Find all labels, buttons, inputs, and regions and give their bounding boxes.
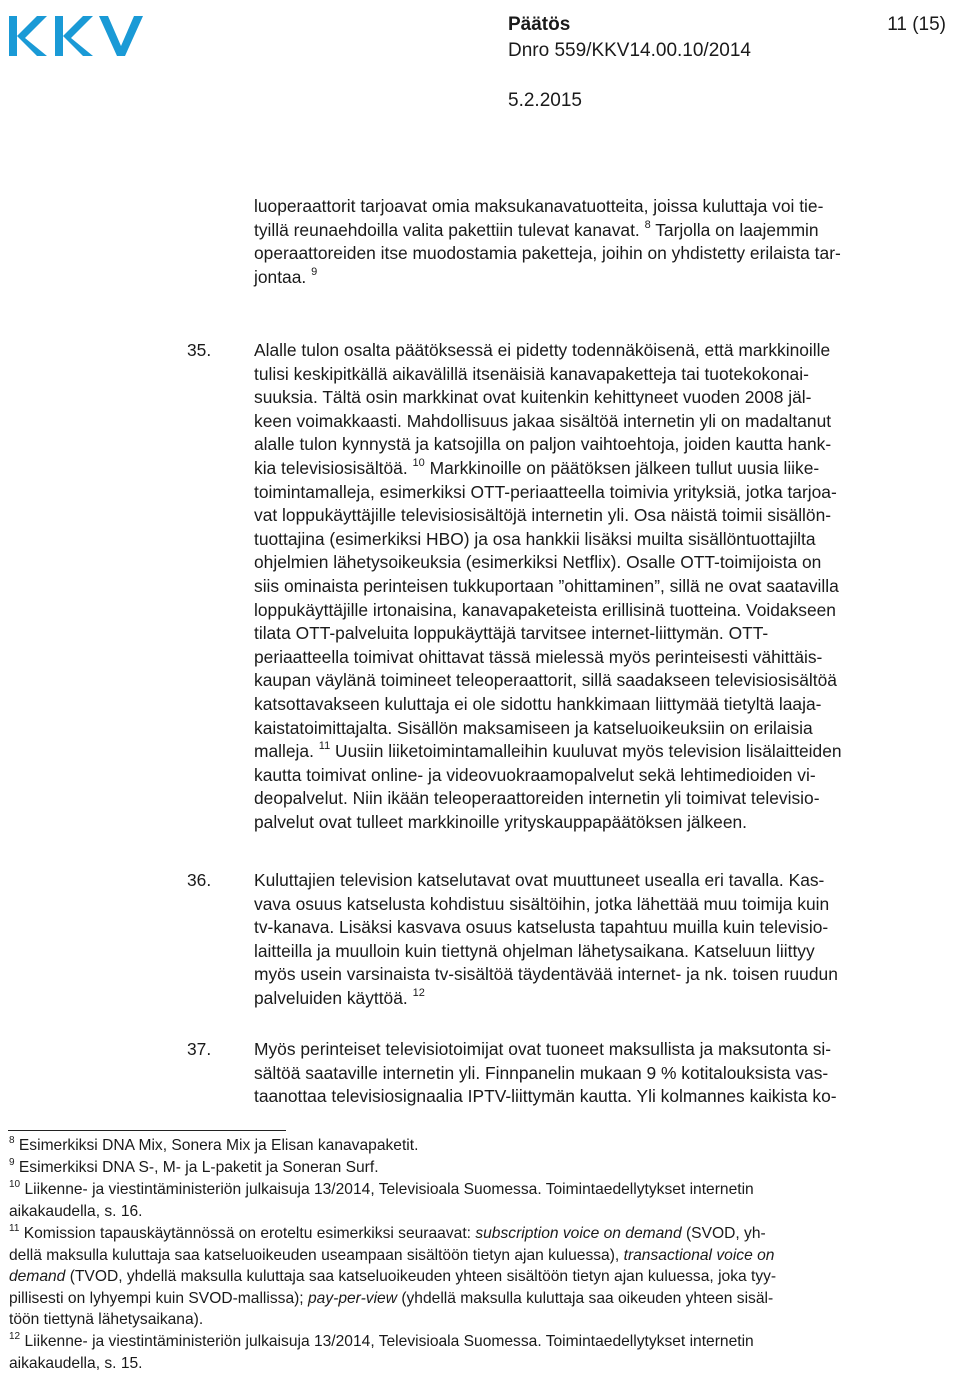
footnote-9: $^9$ Esimerkiksi DNA S-, M- ja L-paketit ja Soneran Surf. — [9, 1156, 379, 1176]
intro-paragraph: luoperaattorit tarjoavat omia maksukanavatuotteita, joissa kuluttaja voi tie- tyillä reunaehdoilla valita pakettiin tulevat kanavat. $^8$ Tarjolla on laajemmin operaattoreiden itse muodostamia paketteja, joihin on yhdistetty erilaista tar- jontaa. $^9$ — [254, 196, 841, 287]
footnote-8: $^8$ Esimerkiksi DNA Mix, Sonera Mix ja Elisan kanavapaketit. — [9, 1134, 419, 1154]
document-date: 5.2.2015 — [508, 90, 582, 111]
footnote-12: $^{12}$ Liikenne- ja viestintäministeriön julkaisuja 13/2014, Televisioala Suomessa. Toimintaedellytykset internetin aikakaudella, s. 15. — [9, 1330, 754, 1372]
footnote-ref-12[interactable]: 12 — [412, 987, 425, 1000]
kkv-logo — [7, 8, 149, 64]
footnote-ref-8[interactable]: 8 — [644, 218, 651, 231]
footnote-10: $^{10}$ Liikenne- ja viestintäministeriön julkaisuja 13/2014, Televisioala Suomessa. Toimintaedellytykset internetin aikakaudella, s. 16. — [9, 1178, 754, 1220]
document-number: Dnro 559/KKV14.00.10/2014 — [508, 40, 751, 61]
paragraph-number-37: 37. — [187, 1039, 212, 1059]
footnote-ref-9[interactable]: 9 — [311, 265, 318, 278]
paragraph-35: Alalle tulon osalta päätöksessä ei pidetty todennäköisenä, että markkinoille tulisi keskipitkällä aikavälillä itsenäisiä kanavapaketteja tai tuotekokonai- suuksia. Tältä osin markkinat ovat kuitenkin kehittyneet vuoden 2008 jäl- keen voimakkaasti. Mahdollisuus jakaa sisältöä internetin yli on madaltanut alalle tulon kynnystä ja katsojilla on paljon vaihtoehtoja, joiden kautta hank- kia televisiosisältöä. $^{10}$ Markkinoille on päätöksen jälkeen tullut uusia liike- toimintamalleja, esimerkiksi OTT-periaatteella toimivia yrityksiä, jotka tarjoa- vat loppukäyttäjille televisiosisältöjä internetin yli. Osa näistä toimii sisällön- tuottajina (esimerkiksi HBO) ja osa hankkii lisäksi muilta sisällöntuottajilta ohjelmien lähetysoikeuksia (esimerkiksi Netflix). Osalle OTT-toimijoista on siis ominaista perinteisen tukkuportaan ”ohittaminen”, sillä ne ovat saatavilla loppukäyttäjille irtonaisina, kanavapaketeista erillisinä tuotteina. Voidakseen tilata OTT-palveluita loppukäyttäjä tarvitsee internet-liittymän. OTT- periaatteella toimivat ohittavat tässä mielessä myös perinteisesti vähittäis- kaupan väylänä toimineet teleoperaattorit, sillä saadakseen televisiosisältöä katsottavakseen kuluttaja ei ole sidottu hankkimaan liittymää tietyltä laaja- kaistatoimittajalta. Sisällön maksamiseen ja katseluoikeuksiin on erilaisia malleja. $^{11}$ Uusiin liiketoimintamalleihin kuuluvat myös television lisälaitteiden kautta toimivat online- ja videovuokraamopalvelut sekä lehtimedioiden vi- deopalvelut. Niin ikään teleoperaattoreiden internetin yli toimivat televisio- palvelut ovat tulleet markkinoille yrityskauppapäätöksen jälkeen. — [254, 340, 842, 832]
footnote-ref-11[interactable]: 11 — [318, 740, 331, 753]
footnote-divider — [8, 1130, 286, 1131]
paragraph-number-36: 36. — [187, 870, 212, 890]
paragraph-number-35: 35. — [187, 340, 212, 360]
footnote-11: $^{11}$ Komission tapauskäytännössä on eroteltu esimerkiksi seuraavat: subscription voice on demand (SVOD, yh- dellä maksulla kuluttaja saa katseluoikeuden useampaan sisältöön tietyn ajan kuluessa), transactional voice on demand (TVOD, yhdellä maksulla kuluttaja saa katseluoikeuden yhteen sisältöön tietyn ajan kuluessa, joka tyy- pillisesti on lyhyempi kuin SVOD-mallissa); pay-per-view (yhdellä maksulla kuluttaja saa oikeuden yhteen sisäl- töön tiettynä lähetysaikana). — [9, 1222, 777, 1329]
document-type: Päätös — [508, 14, 571, 35]
paragraph-36: Kuluttajien television katselutavat ovat muuttuneet usealla eri tavalla. Kas- vava osuus katselusta kohdistuu sisältöihin, jotka lähettää muu toimija kuin tv-kanava. Lisäksi kasvava osuus katselusta tapahtuu muilla kuin televisio- laitteilla ja muulloin kuin tiettynä ohjelman lähetysaikana. Katseluun liittyy myös usein varsinaista tv-sisältöä täydentävää internet- ja nk. toisen ruudun palveluiden käyttöä. $^{12}$ — [254, 870, 838, 1008]
paragraph-37: Myös perinteiset televisiotoimijat ovat tuoneet maksullista ja maksutonta si- sältöä saataville internetin yli. Finnpanelin mukaan 9 % kotitalouksista vas- taanottaa televisiosignaalia IPTV-liittymän kautta. Yli kolmannes kaikista ko- — [254, 1039, 837, 1107]
page-number: 11 (15) — [887, 14, 946, 35]
footnote-ref-10[interactable]: 10 — [412, 457, 425, 470]
